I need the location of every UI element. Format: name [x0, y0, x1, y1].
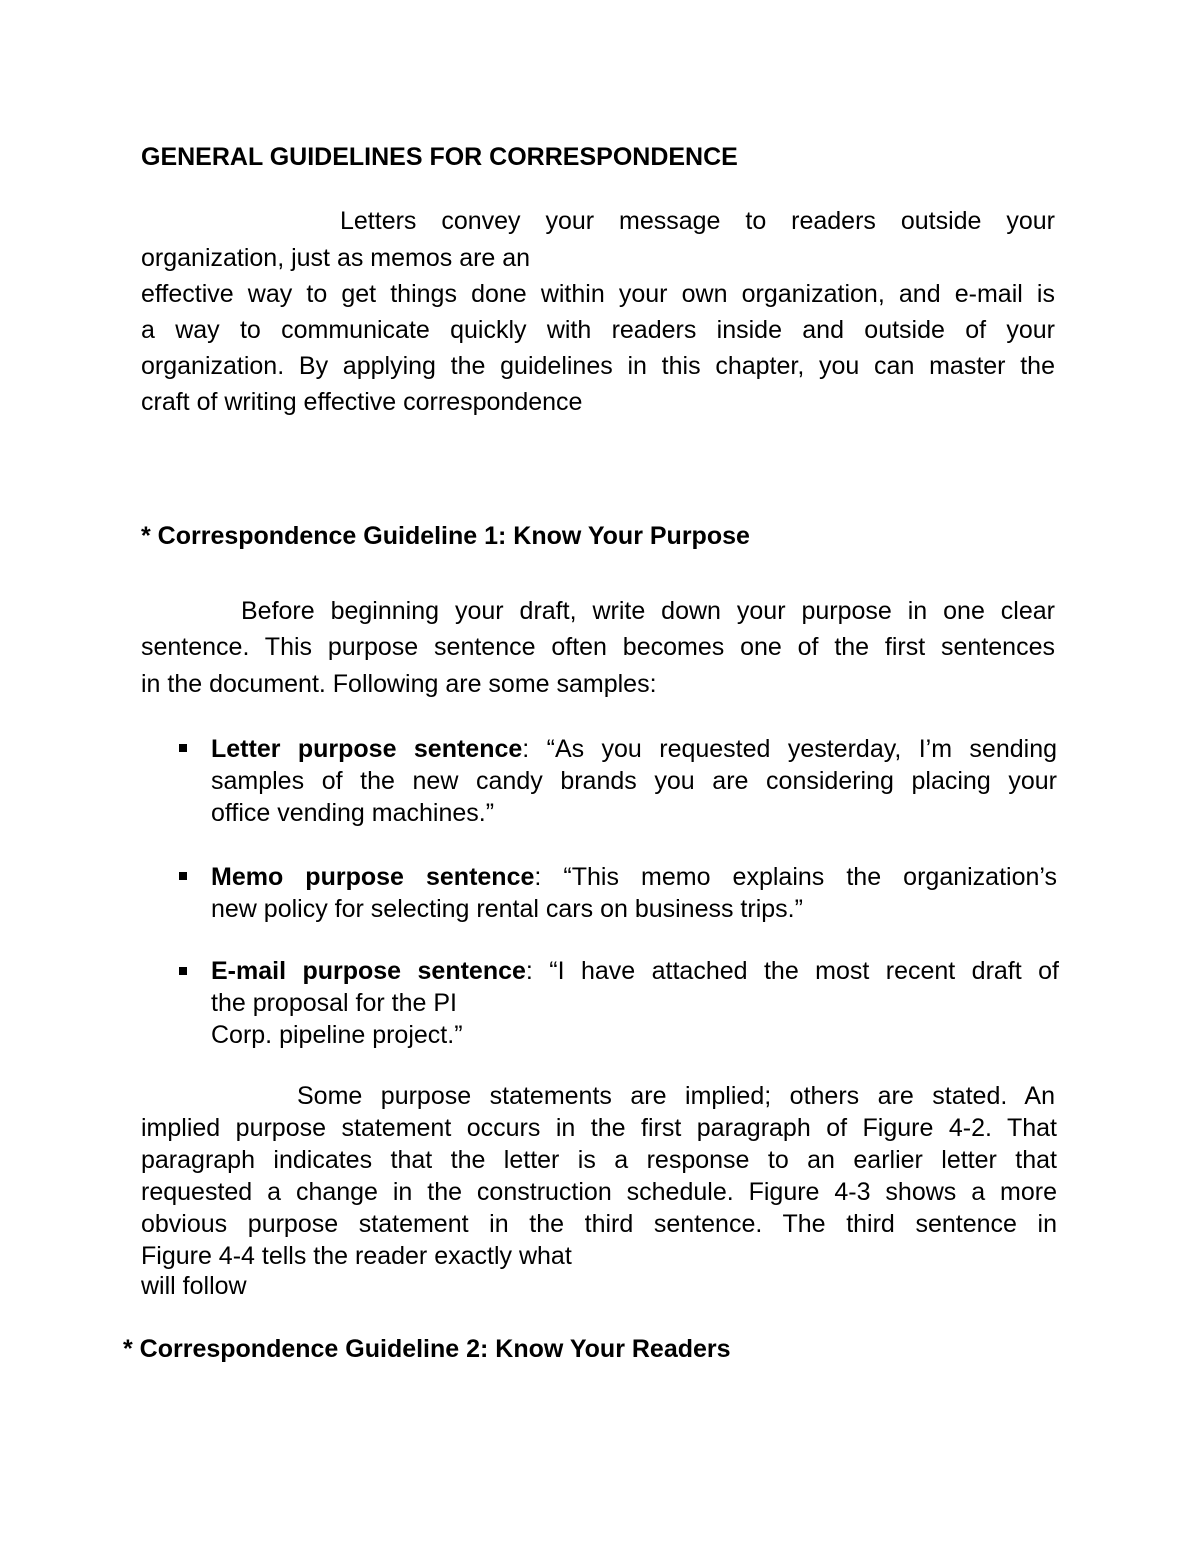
guideline-1-para2-line-3: paragraph indicates that the letter is a response to an earlier letter that — [141, 1146, 1057, 1174]
guideline-1-para2-line-5: obvious purpose statement in the third sentence. The third sentence in — [141, 1210, 1057, 1238]
intro-line-2: organization, just as memos are an — [141, 244, 531, 272]
guideline-2-heading: * Correspondence Guideline 2: Know Your Readers — [123, 1335, 731, 1363]
bullet-square-icon — [179, 872, 187, 880]
guideline-1-para2-line-4: requested a change in the construction schedule. Figure 4-3 shows a more — [141, 1178, 1057, 1206]
bullet-3-line-3: Corp. pipeline project.” — [211, 1021, 463, 1049]
guideline-1-heading: * Correspondence Guideline 1: Know Your Purpose — [141, 522, 750, 550]
bullet-square-icon — [179, 744, 187, 752]
bullet-2-line-2: new policy for selecting rental cars on business trips.” — [211, 895, 803, 923]
bullet-1-line-3: office vending machines.” — [211, 799, 495, 827]
bullet-2-line-1 — [211, 861, 1057, 893]
bullet-square-icon — [179, 967, 187, 975]
guideline-1-para2-line-6: Figure 4-4 tells the reader exactly what — [141, 1242, 572, 1270]
intro-line-5: organization. By applying the guidelines in this chapter, you can master the — [141, 352, 1055, 380]
bullet-1-label: Letter purpose sentence — [211, 735, 523, 763]
bullet-3-line-2: the proposal for the PI — [211, 989, 457, 1017]
bullet-1-line-1 — [211, 733, 1057, 765]
bullet-3-text: : “I have attached the most recent draft of — [525, 957, 1059, 985]
guideline-1-para-line-3: in the document. Following are some samples: — [141, 670, 657, 698]
bullet-1-text: : “As you requested yesterday, I’m sending — [522, 735, 1058, 763]
intro-line-3: effective way to get things done within your own organization, and e-mail is — [141, 280, 1055, 308]
guideline-1-para2-line-1: Some purpose statements are implied; others are stated. An — [297, 1082, 1055, 1110]
intro-line-6: craft of writing effective correspondence — [141, 388, 583, 416]
intro-line-1: Letters convey your message to readers outside your — [340, 207, 1055, 235]
guideline-1-para2-line-2: implied purpose statement occurs in the first paragraph of Figure 4-2. That — [141, 1114, 1057, 1142]
bullet-1-line-2: samples of the new candy brands you are considering placing your — [211, 767, 1057, 795]
bullet-2-text: : “This memo explains the organization’s — [534, 863, 1057, 891]
bullet-3-line-1 — [211, 955, 1059, 987]
intro-line-4: a way to communicate quickly with readers inside and outside of your — [141, 316, 1055, 344]
guideline-1-para-line-2: sentence. This purpose sentence often becomes one of the first sentences — [141, 633, 1055, 661]
bullet-2-label: Memo purpose sentence — [211, 863, 535, 891]
document-title: GENERAL GUIDELINES FOR CORRESPONDENCE — [141, 143, 738, 171]
guideline-1-para-line-1: Before beginning your draft, write down your purpose in one clear — [241, 597, 1055, 625]
guideline-1-para2-line-7: will follow — [141, 1272, 247, 1300]
bullet-3-label: E-mail purpose sentence — [211, 957, 526, 985]
